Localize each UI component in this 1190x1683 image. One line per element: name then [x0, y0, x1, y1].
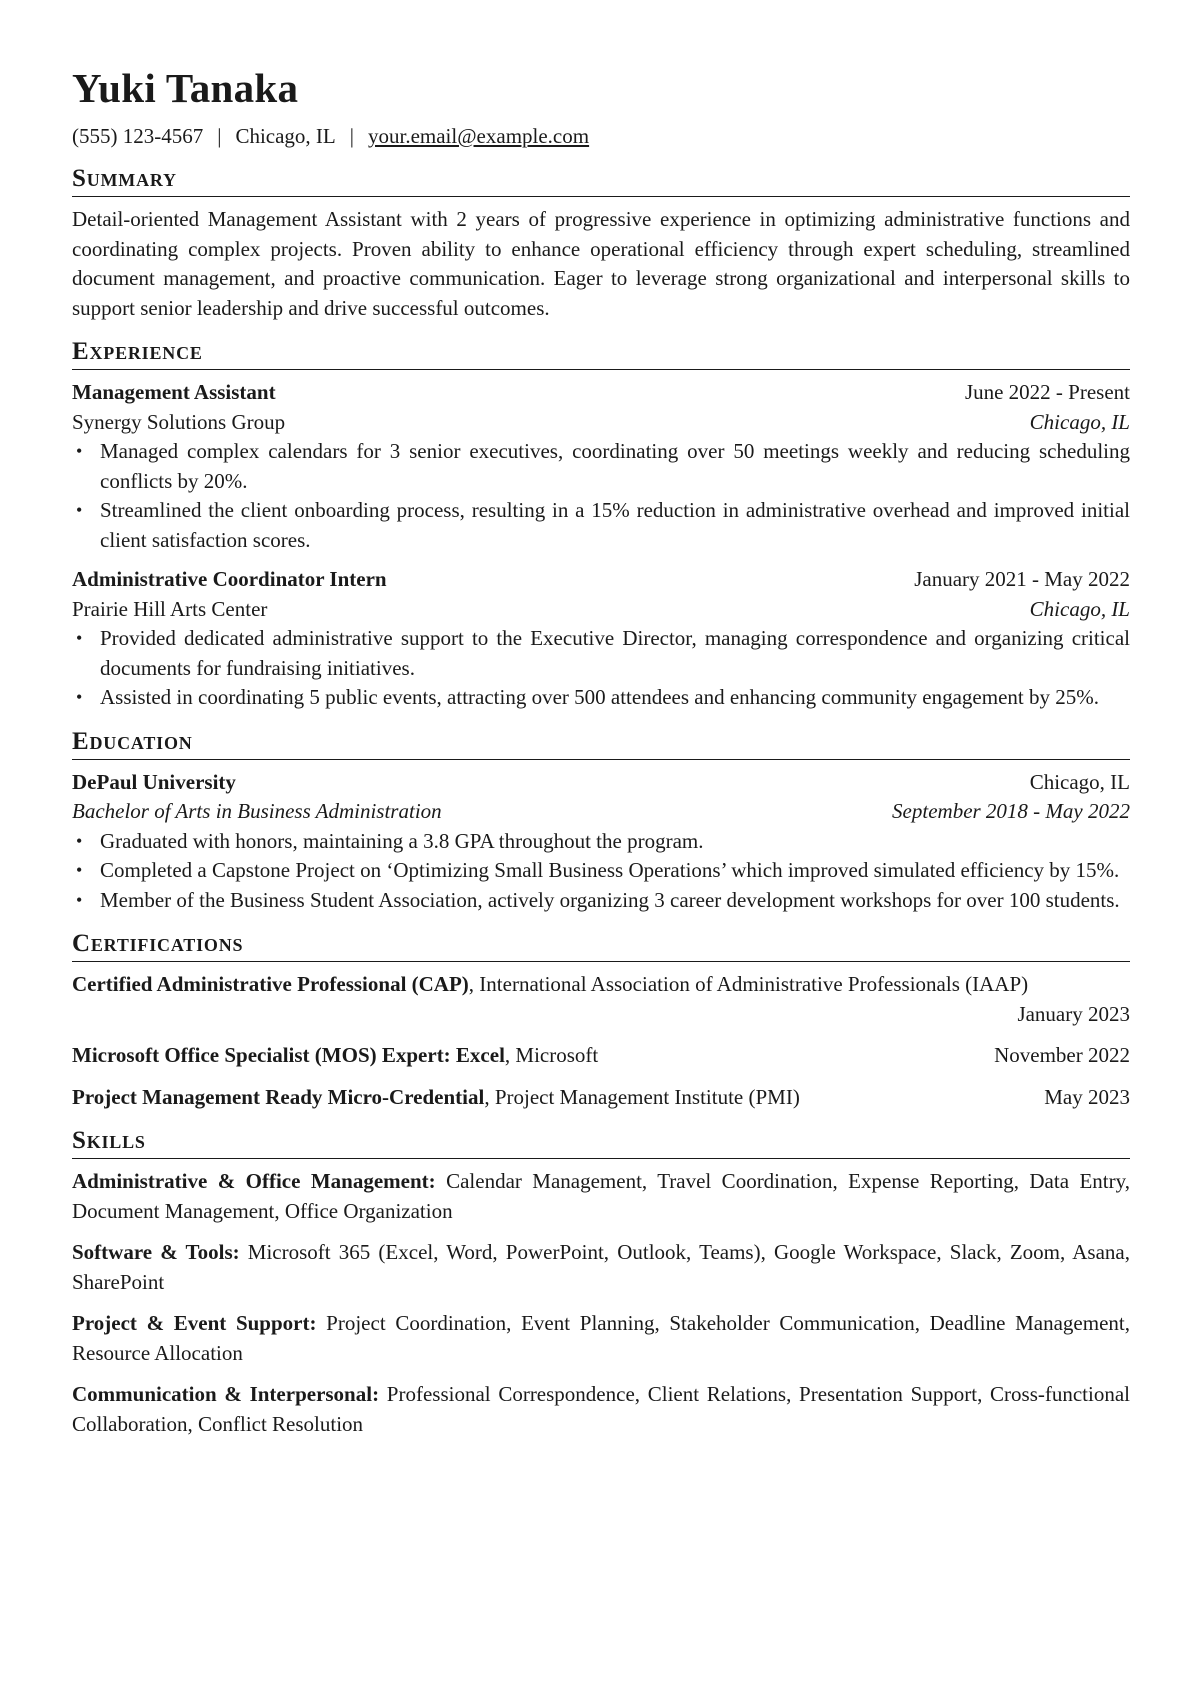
certification-date: November 2022 — [994, 1043, 1130, 1067]
job-title: Administrative Coordinator Intern — [72, 567, 387, 591]
skill-list: Project Coordination, Event Planning, Stakeholder Communication, Deadline Management, Resource Allocation — [72, 1311, 1130, 1365]
skill-list: Professional Correspondence, Client Relations, Presentation Support, Cross-functional Collaboration, Conflict Resolution — [72, 1382, 1131, 1436]
school-name: DePaul University — [72, 769, 236, 794]
certification-issuer: , Project Management Institute (PMI) — [484, 1084, 800, 1109]
certification-issuer: , International Association of Administrative Professionals (IAAP) — [468, 972, 1029, 996]
certification-entry — [72, 970, 1130, 1029]
email-link[interactable]: your.email@example.com — [367, 124, 590, 148]
certification-date: May 2023 — [1044, 1084, 1130, 1109]
list-item: • Member of the Business Student Association, actively organizing 3 career development workshops for over 100 students. — [100, 886, 1130, 916]
certification-issuer: , Microsoft — [504, 1043, 599, 1067]
certification-entry — [72, 1083, 1130, 1113]
list-item: • Assisted in coordinating 5 public events, attracting over 500 attendees and enhancing community engagement by 25%. — [100, 683, 1130, 713]
summary-text: Detail-oriented Management Assistant with 2 years of progressive experience in optimizing administrative functions and coordinating complex projects. Proven ability to enhance operational efficiency through expert scheduling, streamlined document management, and proactive communication. Eager to leverage strong organizational and interpersonal skills to support senior leadership and drive successful outcomes. — [72, 207, 1130, 320]
certification-entry — [72, 1041, 1130, 1071]
candidate-name: Yuki Tanaka — [72, 65, 299, 111]
phone-number: (555) 123-4567 — [72, 124, 204, 148]
list-item: • Completed a Capstone Project on ‘Optimizing Small Business Operations’ which improved simulated efficiency by 15%. — [100, 856, 1130, 886]
company-name: Prairie Hill Arts Center — [72, 596, 268, 621]
section-heading-certifications: Certifications — [72, 929, 1130, 962]
job-title: Management Assistant — [72, 380, 276, 404]
contact-separator: | — [349, 124, 354, 148]
school-location: Chicago, IL — [1029, 769, 1130, 794]
summary-section — [72, 164, 1130, 323]
skill-list: Microsoft 365 (Excel, Word, PowerPoint, Outlook, Teams), Google Workspace, Slack, Zoom, Asana, SharePoint — [72, 1240, 1130, 1294]
certification-name: Project Management Ready Micro-Credential — [72, 1084, 485, 1109]
job-entry — [72, 378, 1130, 555]
job-location: Chicago, IL — [1029, 596, 1130, 621]
degree: Bachelor of Arts in Business Administration — [72, 799, 442, 823]
section-heading-summary: Summary — [72, 164, 1130, 197]
section-heading-education: Education — [72, 727, 1130, 760]
skill-group — [72, 1309, 1130, 1368]
section-heading-experience: Experience — [72, 337, 1130, 370]
skill-group — [72, 1238, 1130, 1297]
skill-group — [72, 1167, 1130, 1226]
list-item: • Streamlined the client onboarding process, resulting in a 15% reduction in administrative overhead and improved initial client satisfaction scores. — [100, 496, 1130, 555]
contact-line — [72, 122, 1130, 150]
education-section — [72, 727, 1130, 916]
list-item: • Managed complex calendars for 3 senior executives, coordinating over 50 meetings weekly and reducing scheduling conflicts by 20%. — [100, 437, 1130, 496]
education-entry — [72, 768, 1130, 916]
experience-section — [72, 337, 1130, 713]
education-dates: September 2018 - May 2022 — [892, 799, 1130, 823]
skill-list: Calendar Management, Travel Coordination, Expense Reporting, Data Entry, Document Management, Office Organization — [72, 1169, 1130, 1223]
contact-separator: | — [217, 124, 222, 148]
section-heading-skills: Skills — [72, 1126, 1130, 1159]
skill-category: Administrative & Office Management: — [72, 1169, 436, 1193]
list-item: • Graduated with honors, maintaining a 3.8 GPA throughout the program. — [100, 827, 1130, 857]
skill-category: Project & Event Support: — [72, 1311, 317, 1335]
certifications-section — [72, 929, 1130, 1112]
skill-category: Communication & Interpersonal: — [72, 1382, 380, 1406]
job-entry — [72, 565, 1130, 713]
skill-category: Software & Tools: — [72, 1240, 240, 1264]
job-dates: June 2022 - Present — [964, 380, 1130, 404]
company-name: Synergy Solutions Group — [72, 409, 286, 434]
certification-name: Microsoft Office Specialist (MOS) Expert: Excel — [72, 1043, 505, 1067]
certification-date: January 2023 — [1017, 1001, 1130, 1026]
location: Chicago, IL — [235, 124, 336, 148]
skills-section — [72, 1126, 1130, 1439]
skill-group — [72, 1380, 1130, 1439]
certification-name: Certified Administrative Professional (CAP) — [72, 972, 469, 996]
job-dates: January 2021 - May 2022 — [914, 567, 1130, 591]
list-item: • Provided dedicated administrative support to the Executive Director, managing correspondence and organizing critical documents for fundraising initiatives. — [100, 624, 1130, 683]
job-location: Chicago, IL — [1029, 409, 1130, 434]
